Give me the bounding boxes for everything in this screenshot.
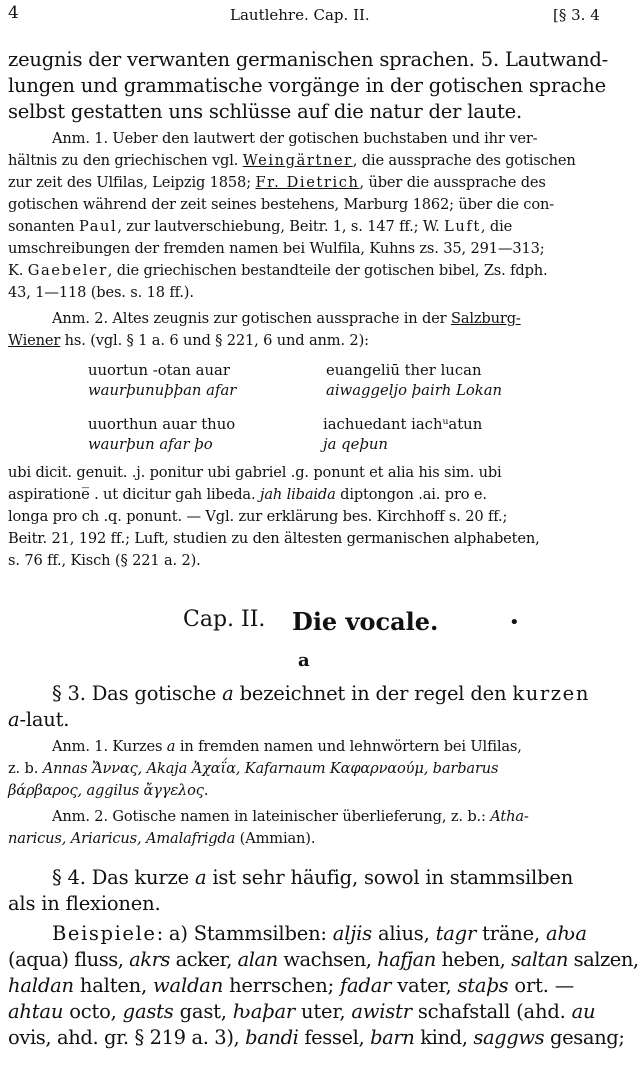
anm1-line-3: zur zeit des Ulfilas, Leipzig 1858; Fr. Dietrich, über die aussprache des — [8, 174, 546, 191]
beispiele-line-1: Beispiele: a) Stammsilben: aljis alius, tagr träne, aƕa — [52, 922, 587, 945]
anm2-line-2: Wiener hs. (vgl. § 1 a. 6 und § 221, 6 und anm. 2): — [8, 332, 369, 349]
kurzen-spaced: kurzen — [512, 682, 590, 705]
anm1-line-2: hältnis zu den griechischen vgl. Weingärtner, die aussprache des gotischen — [8, 152, 576, 169]
example-gothic-4: ja qeþun — [323, 436, 388, 453]
s3-line-1: § 3. Das gotische a bezeichnet in der regel den kurzen — [52, 682, 590, 705]
ubi-line-4: Beitr. 21, 192 ff.; Luft, studien zu den ältesten germanischen alphabeten, — [8, 530, 540, 547]
example-old-4: iachuedant iachᵘatun — [323, 416, 483, 433]
s3-anm1-line-1: Anm. 1. Kurzes a in fremden namen und lehnwörtern bei Ulfilas, — [52, 738, 522, 755]
example-gothic-3: waurþun afar þo — [88, 436, 213, 453]
author-paul: Paul — [78, 218, 118, 235]
example-old-3: uuorthun auar thuo — [88, 416, 236, 433]
beispiele-line-4: ahtau octo, gasts gast, ƕaþar uter, awistr schafstall (ahd. au — [8, 1000, 596, 1023]
s3-anm2-line-2: naricus, Ariaricus, Amalafrigda (Ammian). — [8, 830, 316, 847]
anm1-line-7: K. Gaebeler, die griechischen bestandteile der gotischen bibel, Zs. fdph. — [8, 262, 548, 279]
page-number: 4 — [8, 3, 19, 23]
salzburg-link: Salzburg- — [450, 310, 521, 327]
section-marker: [§ 3. 4 — [553, 6, 600, 24]
example-gothic-1: waurþunuþþan afar — [88, 382, 237, 399]
beispiele-line-2: (aqua) fluss, akrs acker, alan wachsen, hafjan heben, saltan salzen, — [8, 948, 639, 971]
beispiele-line-3: haldan halten, waldan herrschen; fadar vater, staþs ort. — — [8, 974, 575, 997]
running-title: Lautlehre. Cap. II. — [230, 6, 370, 24]
s4-line-1: § 4. Das kurze a ist sehr häufig, sowol in stammsilben — [52, 866, 574, 889]
author-gaebeler: Gaebeler — [27, 262, 108, 279]
chapter-dot: • — [509, 612, 520, 633]
anm1-line-8: 43, 1—118 (bes. s. 18 ff.). — [8, 284, 194, 301]
ubi-line-1: ubi dicit. genuit. .j. ponitur ubi gabriel .g. ponunt et alia his sim. ubi — [8, 464, 502, 481]
example-old-2: euangeliū ther lucan — [326, 362, 482, 379]
anm1-line-6: umschreibungen der fremden namen bei Wulfila, Kuhns zs. 35, 291—313; — [8, 240, 545, 257]
author-dietrich: Fr. Dietrich — [255, 174, 360, 191]
author-luft: Luft — [444, 218, 481, 235]
example-old-1: uuortun -otan auar — [88, 362, 230, 379]
anm1-line-5: sonanten Paul, zur lautverschiebung, Beitr. 1, s. 147 ff.; W. Luft, die — [8, 218, 513, 235]
ubi-line-3: longa pro ch .q. ponunt. — Vgl. zur erklärung bes. Kirchhoff s. 20 ff.; — [8, 508, 508, 525]
ubi-line-5: s. 76 ff., Kisch (§ 221 a. 2). — [8, 552, 201, 569]
beispiele-line-5: ovis, ahd. gr. § 219 a. 3), bandi fessel, barn kind, saggws gesang; — [8, 1026, 625, 1049]
subsection-a: a — [298, 650, 310, 671]
chapter-label: Cap. II. — [183, 607, 266, 632]
s3-anm1-line-3: βάρβαρος, aggilus ἄγγελος. — [8, 782, 209, 799]
anm2-line-1: Anm. 2. Altes zeugnis zur gotischen aussprache in der Salzburg- — [52, 310, 521, 327]
author-weingaertner: Weingärtner — [242, 152, 353, 169]
s3-anm1-line-2: z. b. Annas Ἄννας, Akaja Ἀχαΐα, Kafarnaum Καφαρναούμ, barbarus — [8, 760, 499, 777]
anm1-line-1: Anm. 1. Ueber den lautwert der gotischen buchstaben und ihr ver- — [52, 130, 538, 147]
chapter-title: Die vocale. — [292, 607, 439, 636]
intro-line-3: selbst gestatten uns schlüsse auf die natur der laute. — [8, 100, 523, 123]
wiener-link: Wiener — [8, 332, 61, 349]
s4-line-2: als in flexionen. — [8, 892, 161, 915]
intro-line-2: lungen und grammatische vorgänge in der gotischen sprache — [8, 74, 606, 97]
s3-anm2-line-1: Anm. 2. Gotische namen in lateinischer überlieferung, z. b.: Atha- — [52, 808, 529, 825]
ubi-line-2: aspiratione̅ . ut dicitur gah libeda. jah libaida diptongon .ai. pro e. — [8, 486, 487, 503]
example-gothic-2: aiwaggeljo þairh Lokan — [326, 382, 503, 399]
intro-line-1: zeugnis der verwanten germanischen sprachen. 5. Lautwand- — [8, 48, 609, 71]
s3-line-2: a-laut. — [8, 708, 70, 731]
anm1-line-4: gotischen während der zeit seines bestehens, Marburg 1862; über die con- — [8, 196, 554, 213]
